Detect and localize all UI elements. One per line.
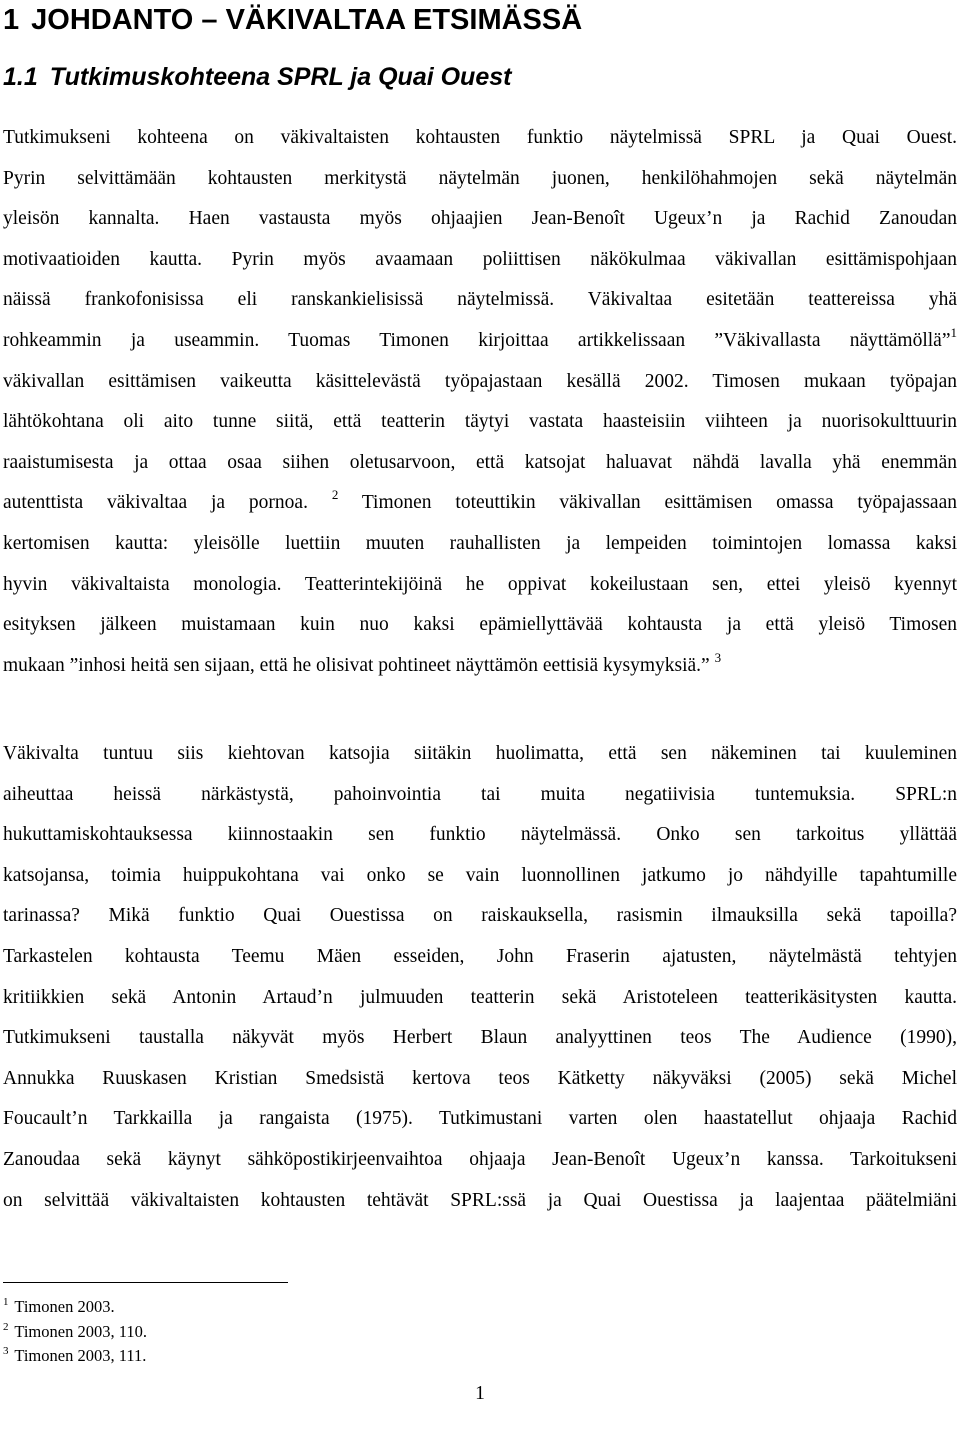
footnote-text: Timonen 2003. [14,1297,115,1316]
paragraph-line: kertomisen kautta: yleisölle luettiin muuten rauhallisten ja lempeiden toimintojen lomassa kaksi [3,532,957,554]
page-number: 1 [475,1383,485,1404]
chapter-title: JOHDANTO – VÄKIVALTAA ETSIMÄSSÄ [31,4,583,36]
footnote-reference: 3 [714,649,722,665]
paragraph-line: esityksen jälkeen muistamaan kuin nuo kaksi epämiellyttävää kohtausta ja että yleisö Timosen [3,614,957,636]
footnote [3,1344,147,1369]
paragraph-line: Foucault’n Tarkkailla ja rangaista (1975). Tutkimustani varten olen haastatellut ohjaaja Rachid [3,1108,957,1130]
paragraph-line: tarinassa? Mikä funktio Quai Ouestissa on raiskauksella, rasismin ilmauksilla sekä tapoilla? [3,905,957,927]
footnote-reference: 1 [950,324,957,340]
paragraph-line: hyvin väkivaltaista monologia. Teatterintekijöinä he oppivat kokeilustaan sen, ettei yleisö kyennyt [3,573,957,595]
footnotes [3,1295,147,1369]
paragraph-line: Tutkimukseni taustalla näkyvät myös Herbert Blaun analyyttinen teos The Audience (1990), [3,1027,957,1049]
paragraph-line: Pyrin selvittämään kohtausten merkitystä näytelmän juonen, henkilöhahmojen sekä näytelmän [3,167,957,189]
footnote [3,1295,147,1320]
paragraph-line: Väkivalta tuntuu siis kiehtovan katsojia siitäkin huolimatta, että sen näkeminen tai kuuleminen [3,743,957,764]
footnote-text: Timonen 2003, 111. [14,1346,147,1365]
chapter-number: 1 [3,4,20,36]
footnote-separator [3,1282,288,1283]
body-paragraph-1 [3,118,957,686]
paragraph-line: motivaatioiden kautta. Pyrin myös avaamaan poliittisen näkökulmaa väkivallan esittämispohjaan [3,248,957,270]
paragraph-line: Tutkimukseni kohteena on väkivaltaisten kohtausten funktio näytelmissä SPRL ja Quai Ouest. [3,127,957,148]
section-title: Tutkimuskohteena SPRL ja Quai Ouest [49,63,512,91]
paragraph-line: Zanoudaa sekä käynyt sähköpostikirjeenvaihtoa ohjaaja Jean-Benoît Ugeux’n kanssa. Tarkoitukseni [3,1148,957,1170]
chapter-heading [3,2,582,38]
paragraph-line-text: autenttista väkivaltaa ja pornoa. [3,492,308,514]
paragraph-line: raaistumisesta ja ottaa osaa siihen oletusarvoon, että katsojat haluavat nähdä lavalla yhä enemmän [3,451,957,473]
paragraph-line: on selvittää väkivaltaisten kohtausten tehtävät SPRL:ssä ja Quai Ouestissa ja laajentaa päätelmiäni [3,1189,957,1211]
paragraph-line-text: Timonen toteuttikin väkivallan esittämisen omassa työpajassaan [361,492,957,514]
footnote-text: Timonen 2003, 110. [14,1321,147,1341]
footnote-mark: 3 [3,1345,9,1357]
paragraph-line: väkivallan esittämisen vaikeutta käsittelevästä työpajastaan kesällä 2002. Timosen mukaan työpajan [3,370,957,392]
section-number: 1.1 [3,63,38,91]
paragraph-line-text: mukaan ”inhosi heitä sen sijaan, että he olisivat pohtineet näyttämön eettisiä kysymyksiä.” [3,654,710,676]
footnote [3,1320,147,1345]
section-heading [3,61,511,93]
paragraph-line-text: rohkeammin ja useammin. Tuomas Timonen kirjoittaa artikkelissaan ”Väkivallasta näyttämöllä” [3,329,951,351]
footnote-mark: 1 [3,1296,9,1308]
paragraph-line-with-footnote [3,646,957,687]
paragraph-line: katsojansa, toimia huippukohtana vai onko se vain luonnollinen jatkumo jo nähdyille tapahtumille [3,864,957,886]
body-paragraph-2 [3,734,957,1221]
paragraph-line: yleisön kannalta. Haen vastausta myös ohjaajien Jean-Benoît Ugeux’n ja Rachid Zanoudan [3,208,957,230]
paragraph-line-with-footnote [3,483,957,524]
paragraph-line: Annukka Ruuskasen Kristian Smedsistä kertova teos Kätketty näkyväksi (2005) sekä Michel [3,1067,957,1089]
footnote-mark: 2 [3,1320,9,1333]
paragraph-line-with-footnote [3,321,957,362]
paragraph-line: lähtökohtana oli aito tunne siitä, että teatterin täytyi vastata haasteisiin viihteen ja nuorisokulttuurin [3,411,957,433]
paragraph-line: aiheuttaa heissä närkästystä, pahoinvointia tai muita negatiivisia tuntemuksia. SPRL:n [3,783,957,805]
footnote-reference: 2 [331,487,339,503]
paragraph-line: kritiikkien sekä Antonin Artaud’n julmuuden teatterin sekä Aristoteleen teatterikäsitysten kautta. [3,986,957,1008]
paragraph-line: hukuttamiskohtauksessa kiinnostaakin sen funktio näytelmässä. Onko sen tarkoitus yllättää [3,824,957,846]
paragraph-line: näissä frankofonisissa eli ranskankielisissä näytelmissä. Väkivaltaa esitetään teattereissa yhä [3,289,957,311]
paragraph-line: Tarkastelen kohtausta Teemu Mäen esseiden, John Fraserin ajatusten, näytelmästä tehtyjen [3,945,957,967]
